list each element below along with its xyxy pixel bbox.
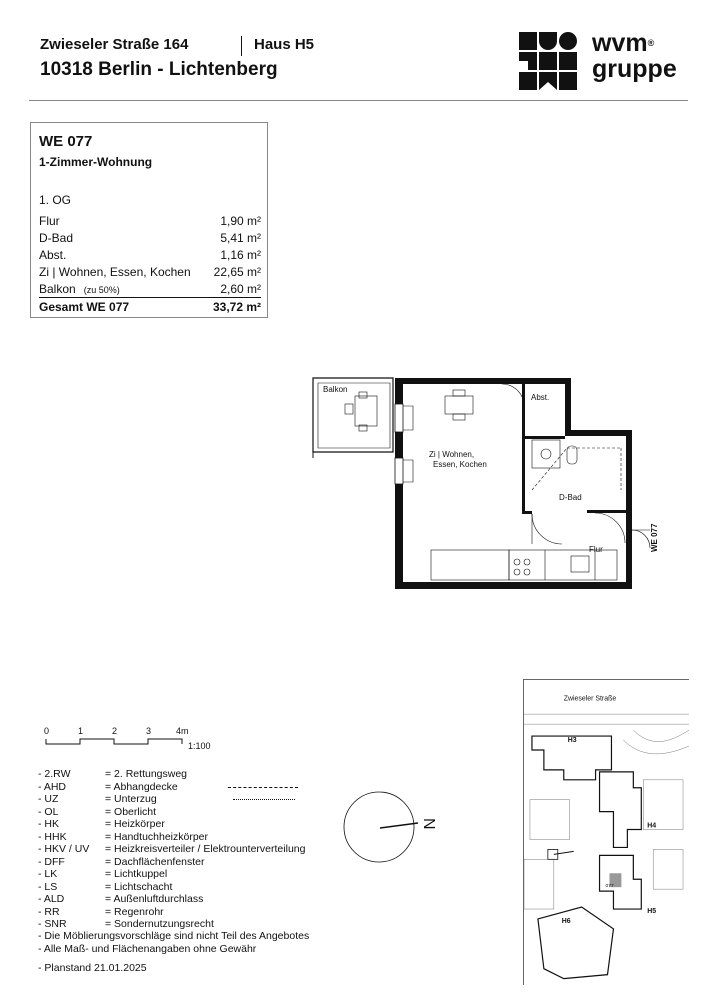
total-area: 33,72 m² <box>212 300 261 314</box>
room-name: D-Bad <box>39 231 74 245</box>
scale-tick-2: 2 <box>112 726 118 736</box>
legend-value: = 2. Rettungsweg <box>105 768 188 780</box>
room-area: 1,16 m² <box>220 248 261 262</box>
note-line: - Alle Maß- und Flächenangaben ohne Gewähr <box>38 942 257 955</box>
legend-key: - LK <box>38 868 58 880</box>
legend-value: = Sondernutzungsrecht <box>105 918 214 930</box>
plan-label-dbad: D-Bad <box>559 493 582 502</box>
legend-key: - SNR <box>38 918 67 930</box>
legend-key: - 2.RW <box>38 768 71 780</box>
room-name <box>39 282 120 296</box>
site-label-h5: H5 <box>647 908 657 916</box>
legend-key: - ALD <box>38 893 65 905</box>
legend-key: - LS <box>38 880 58 893</box>
legend-key: - HHK <box>38 830 67 843</box>
room-row <box>39 231 261 248</box>
site-label-h4: H4 <box>647 822 657 830</box>
header-rule <box>29 100 688 101</box>
total-row <box>39 300 261 316</box>
room-name: Zi | Wohnen, Essen, Kochen <box>39 265 191 279</box>
legend-value: = Regenrohr <box>105 905 164 918</box>
scale-bar <box>38 724 228 764</box>
legend-value: = Abhangdecke <box>105 780 178 793</box>
legend-value: = Lichtschacht <box>105 880 173 893</box>
legend-value: = Lichtkuppel <box>105 868 168 880</box>
plan-unit-tag: WE 077 <box>650 523 659 552</box>
room-area: 5,41 m² <box>220 231 261 245</box>
brand-name <box>592 30 677 82</box>
disclaimer-notes <box>38 930 309 955</box>
brand-registered-mark: ® <box>647 38 655 48</box>
room-area: 2,60 m² <box>220 282 261 296</box>
legend-line-dashed <box>228 787 298 788</box>
site-label-h6: H6 <box>561 917 571 925</box>
room-list <box>39 214 261 299</box>
site-plan <box>523 679 689 985</box>
wvm-logo-icon <box>519 32 579 90</box>
legend-value: = Dachflächenfenster <box>105 855 205 868</box>
plan-date: - Planstand 21.01.2025 <box>38 962 147 974</box>
legend-key: - RR <box>38 905 60 918</box>
legend-key: - UZ <box>38 793 59 805</box>
floor-plan <box>305 370 665 600</box>
legend-key: - AHD <box>38 780 67 793</box>
compass-icon <box>342 782 442 872</box>
house-label: Haus H5 <box>254 36 315 53</box>
plan-label-balkon: Balkon <box>323 385 348 394</box>
legend-value: = Heizkörper <box>105 818 165 830</box>
scale-tick-0: 0 <box>44 726 50 736</box>
scale-tick-1: 1 <box>78 726 84 736</box>
room-name: Abst. <box>39 248 67 262</box>
balcony-label: Balkon <box>39 282 76 296</box>
total-rule <box>39 297 261 298</box>
legend-value: = Unterzug <box>105 793 157 805</box>
site-unit-label: 077 <box>605 884 614 890</box>
legend-value: = Handtuchheizkörper <box>105 830 209 843</box>
site-street-label: Zwieseler Straße <box>563 695 617 703</box>
legend-value: = Außenluftdurchlass <box>105 893 204 905</box>
balcony-note: (zu 50%) <box>83 285 120 295</box>
legend-line-dotted <box>233 799 295 800</box>
room-name: Flur <box>39 214 60 228</box>
total-label: Gesamt WE 077 <box>39 300 130 314</box>
plan-label-zi-2: Essen, Kochen <box>433 460 487 469</box>
scale-tick-4: 4m <box>176 726 189 736</box>
legend-value: = Heizkreisverteiler / Elektrounterverteilung <box>105 843 306 855</box>
address-city: 10318 Berlin - Lichtenberg <box>40 59 278 80</box>
room-row <box>39 265 261 282</box>
scale-tick-3: 3 <box>146 726 152 736</box>
room-area: 22,65 m² <box>213 265 261 279</box>
site-label-h3: H3 <box>567 737 577 745</box>
legend-value: = Oberlicht <box>105 805 157 818</box>
room-row <box>39 214 261 231</box>
unit-id: WE 077 <box>39 133 93 150</box>
room-row <box>39 248 261 265</box>
unit-type: 1-Zimmer-Wohnung <box>39 155 153 169</box>
plan-label-flur: Flur <box>589 545 603 554</box>
note-line: - Die Möblierungsvorschläge sind nicht Teil des Angebotes <box>38 930 310 942</box>
legend-key: - HKV / UV <box>38 843 90 855</box>
header-separator <box>241 36 242 56</box>
legend-key: - HK <box>38 818 59 830</box>
plan-label-abst: Abst. <box>531 393 550 402</box>
unit-floor: 1. OG <box>39 193 72 207</box>
brand-line-2: gruppe <box>592 55 677 83</box>
compass-north-label: N <box>420 818 437 830</box>
address-street: Zwieseler Straße 164 <box>40 36 189 53</box>
legend-key: - OL <box>38 805 59 818</box>
scale-ratio: 1:100 <box>188 741 211 751</box>
room-area: 1,90 m² <box>220 214 261 228</box>
brand-line-1: wvm <box>592 29 648 57</box>
plan-label-zi-1: Zi | Wohnen, <box>429 450 475 459</box>
legend-key: - DFF <box>38 855 65 868</box>
